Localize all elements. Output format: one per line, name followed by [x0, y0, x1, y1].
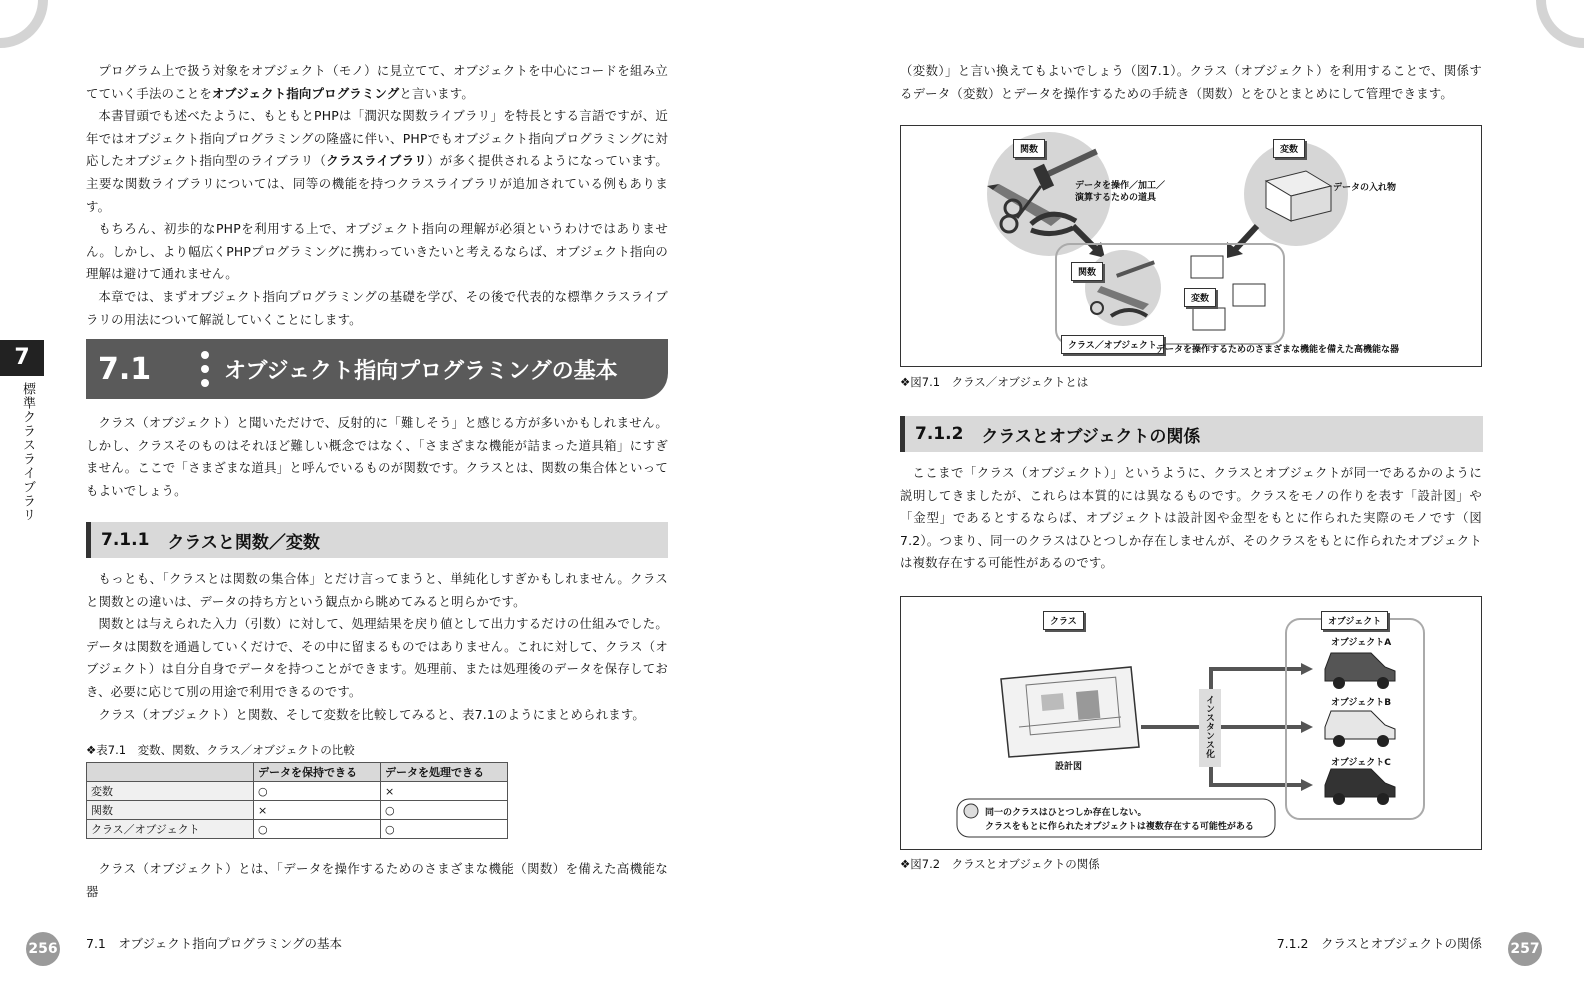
table-header-cell [87, 763, 254, 782]
blueprint-label: 設計図 [1055, 762, 1083, 772]
inner-label-function: 関数 [1071, 262, 1103, 281]
subsection-title: クラスと関数／変数 [167, 532, 320, 553]
term-class-library: クラスライブラリ [326, 153, 428, 169]
page-number-left: 256 [26, 932, 60, 966]
blueprint-icon [1001, 667, 1139, 757]
table-cell: ○ [254, 782, 381, 801]
subsection-number: 7.1.1 [101, 530, 150, 550]
section-intro [86, 412, 668, 502]
comparison-table [86, 762, 508, 839]
chapter-side-title: 標準クラスライブラリ [20, 382, 35, 522]
table-cell: クラス／オブジェクト [87, 820, 254, 839]
lightbulb-icon [964, 804, 978, 818]
table-header-cell: データを保持できる [254, 763, 381, 782]
object-a-label: オブジェクトA [1331, 638, 1392, 648]
note-line-2: クラスをもとに作られたオブジェクトは複数存在する可能性がある [985, 822, 1254, 832]
subsection-paragraph: ここまで「クラス（オブジェクト）」というように、クラスとオブジェクトが同一であるかのように説明してきましたが、これらは本質的には異なるものです。クラスをモノの作りを表す「設計図」や「金型」であるとするならば、オブジェクトは設計図や金型をもとに作られた実際のモノです（図7.2）。つまり、同一のクラスはひとつしか存在しませんが、そのクラスをもとに作られたオブジェクトは複数存在する可能性があるのです。 [900, 465, 1482, 571]
table-header-row [87, 763, 508, 782]
section-number: 7.1 [98, 351, 152, 387]
chapter-tab: 7 [0, 340, 44, 376]
subsection-title: クラスとオブジェクトの関係 [981, 426, 1201, 447]
arrow-to-a [1211, 669, 1301, 689]
subsection-paragraph: もっとも、「クラスとは関数の集合体」とだけ言ってまうと、単純化しすぎかもしれません。クラスと関数との違いは、データの持ち方という観点から眺めてみると明らかです。 [86, 571, 668, 609]
subsection-text [900, 462, 1482, 575]
table-row [87, 820, 508, 839]
page-corner-decoration [1536, 0, 1584, 48]
section-paragraph: クラス（オブジェクト）と聞いただけで、反射的に「難しそう」と感じる方が多いかもしれません。しかし、クラスそのものはそれほど難しい概念ではなく、「さまざまな機能が詰まった道具箱」にすぎません。ここで「さまざまな道具」と呼んでいるものが関数です。クラスとは、関数の集合体といってもよいでしょう。 [86, 415, 668, 498]
function-description: データを操作／加工／ 演算するための道具 [1075, 181, 1166, 203]
intro-paragraph: プログラム上で扱う対象をオブジェクト（モノ）に見立てて、オブジェクトを中心にコードを組み立てていく手法のことをオブジェクト指向プログラミングと言います。 [86, 63, 668, 101]
object-c-label: オブジェクトC [1331, 758, 1391, 768]
subsection-paragraph: 関数とは与えられた入力（引数）に対して、処理結果を戻り値として出力するだけの仕組みでした。データは関数を通過していくだけで、その中に留まるものではありません。これに対して、クラス（オブジェクト）は自分自身でデータを持つことができます。処理前、または処理後のデータを保存しておき、必要に応じて別の用途で利用できるのです。 [86, 616, 668, 699]
arrow-head [1301, 663, 1313, 675]
figure-7-1-caption: ❖図7.1 クラス／オブジェクトとは [900, 375, 1089, 389]
intro-text [86, 60, 668, 331]
subsection-paragraph: クラス（オブジェクト）と関数、そして変数を比較してみると、表7.1のようにまとめられます。 [98, 706, 646, 722]
table-cell: ○ [381, 801, 508, 820]
class-object-label: クラス／オブジェクト [1061, 335, 1164, 354]
continued-paragraph: （変数）」と言い換えてもよいでしょう（図7.1）。クラス（オブジェクト）を利用することで、関係するデータ（変数）とデータを操作するための手続き（関数）とをひとまとめにして管理できます。 [900, 63, 1482, 101]
table-cell: ○ [254, 820, 381, 839]
class-description: データを操作するためのさまざまな機能を備えた高機能な器 [1156, 345, 1400, 355]
table-caption: ❖表7.1 変数、関数、クラス／オブジェクトの比較 [86, 743, 355, 757]
class-label: クラス [1043, 611, 1084, 630]
footer-right: 7.1.2 クラスとオブジェクトの関係 [1276, 936, 1482, 951]
arrow-down-left [1233, 226, 1257, 252]
intro-paragraph: もちろん、初歩的なPHPを利用する上で、オブジェクト指向の理解が必須というわけではありません。しかし、より幅広くPHPプログラミングに携わっていきたいと考えるならば、オブジェクト指向の理解は避けて通れません。 [86, 221, 668, 282]
subsection-text [86, 568, 668, 726]
right-top-text [900, 60, 1482, 105]
variable-description: データの入れ物 [1333, 183, 1397, 193]
subsection-number: 7.1.2 [915, 424, 964, 444]
note-line-1: 同一のクラスはひとつしか存在しない。 [985, 808, 1147, 818]
arrow-head [1301, 779, 1313, 791]
table-header-cell: データを処理できる [381, 763, 508, 782]
intro-paragraph: 本書冒頭でも述べたように、もともとPHPは「潤沢な関数ライブラリ」を特長とする言語ですが、近年ではオブジェクト指向プログラミングの隆盛に伴い、PHPでもオブジェクト指向プログラミングに対応したオブジェクト指向型のライブラリ（クラスライブラリ）が多く提供されるようになっています。主要な関数ライブラリについては、同等の機能を持つクラスライブラリが追加されている例もあります。 [86, 108, 669, 214]
page-corner-decoration [0, 0, 48, 48]
footer-left: 7.1 オブジェクト指向プログラミングの基本 [86, 936, 343, 951]
closing-paragraph: クラス（オブジェクト）とは、「データを操作するためのさまざまな機能（関数）を備えた高機能な器 [86, 861, 668, 899]
section-title: オブジェクト指向プログラミングの基本 [224, 358, 618, 384]
closing-text [86, 858, 668, 903]
table-cell: ○ [381, 820, 508, 839]
table-cell: × [254, 801, 381, 820]
object-label: オブジェクト [1321, 611, 1388, 630]
table-row [87, 782, 508, 801]
figure-7-2-caption: ❖図7.2 クラスとオブジェクトの関係 [900, 857, 1100, 871]
table-cell: × [381, 782, 508, 801]
car-icon [1325, 653, 1395, 689]
figure-label-variable: 変数 [1273, 139, 1305, 158]
table-cell: 変数 [87, 782, 254, 801]
figure-7-2 [900, 596, 1482, 850]
banner-dots [198, 351, 212, 387]
figure-7-1-drawing [901, 126, 1481, 366]
instantiate-label: インスタンス化 [1204, 695, 1214, 758]
object-b-label: オブジェクトB [1331, 698, 1392, 708]
figure-label-function: 関数 [1013, 139, 1045, 158]
inner-label-variable: 変数 [1184, 288, 1216, 307]
car-icon [1325, 769, 1395, 805]
page-number-right: 257 [1508, 932, 1542, 966]
subsection-heading [86, 522, 668, 558]
figure-7-1 [900, 125, 1482, 367]
car-icon [1325, 711, 1395, 747]
term-oop: オブジェクト指向プログラミング [211, 85, 400, 101]
section-banner [86, 339, 668, 399]
arrow-to-c [1211, 767, 1301, 785]
table-cell: 関数 [87, 801, 254, 820]
intro-paragraph: 本章では、まずオブジェクト指向プログラミングの基礎を学び、その後で代表的な標準クラスライブラリの用法について解説していくことにします。 [86, 288, 668, 327]
arrow-head [1301, 721, 1313, 733]
table-row [87, 801, 508, 820]
subsection-heading [900, 416, 1483, 452]
